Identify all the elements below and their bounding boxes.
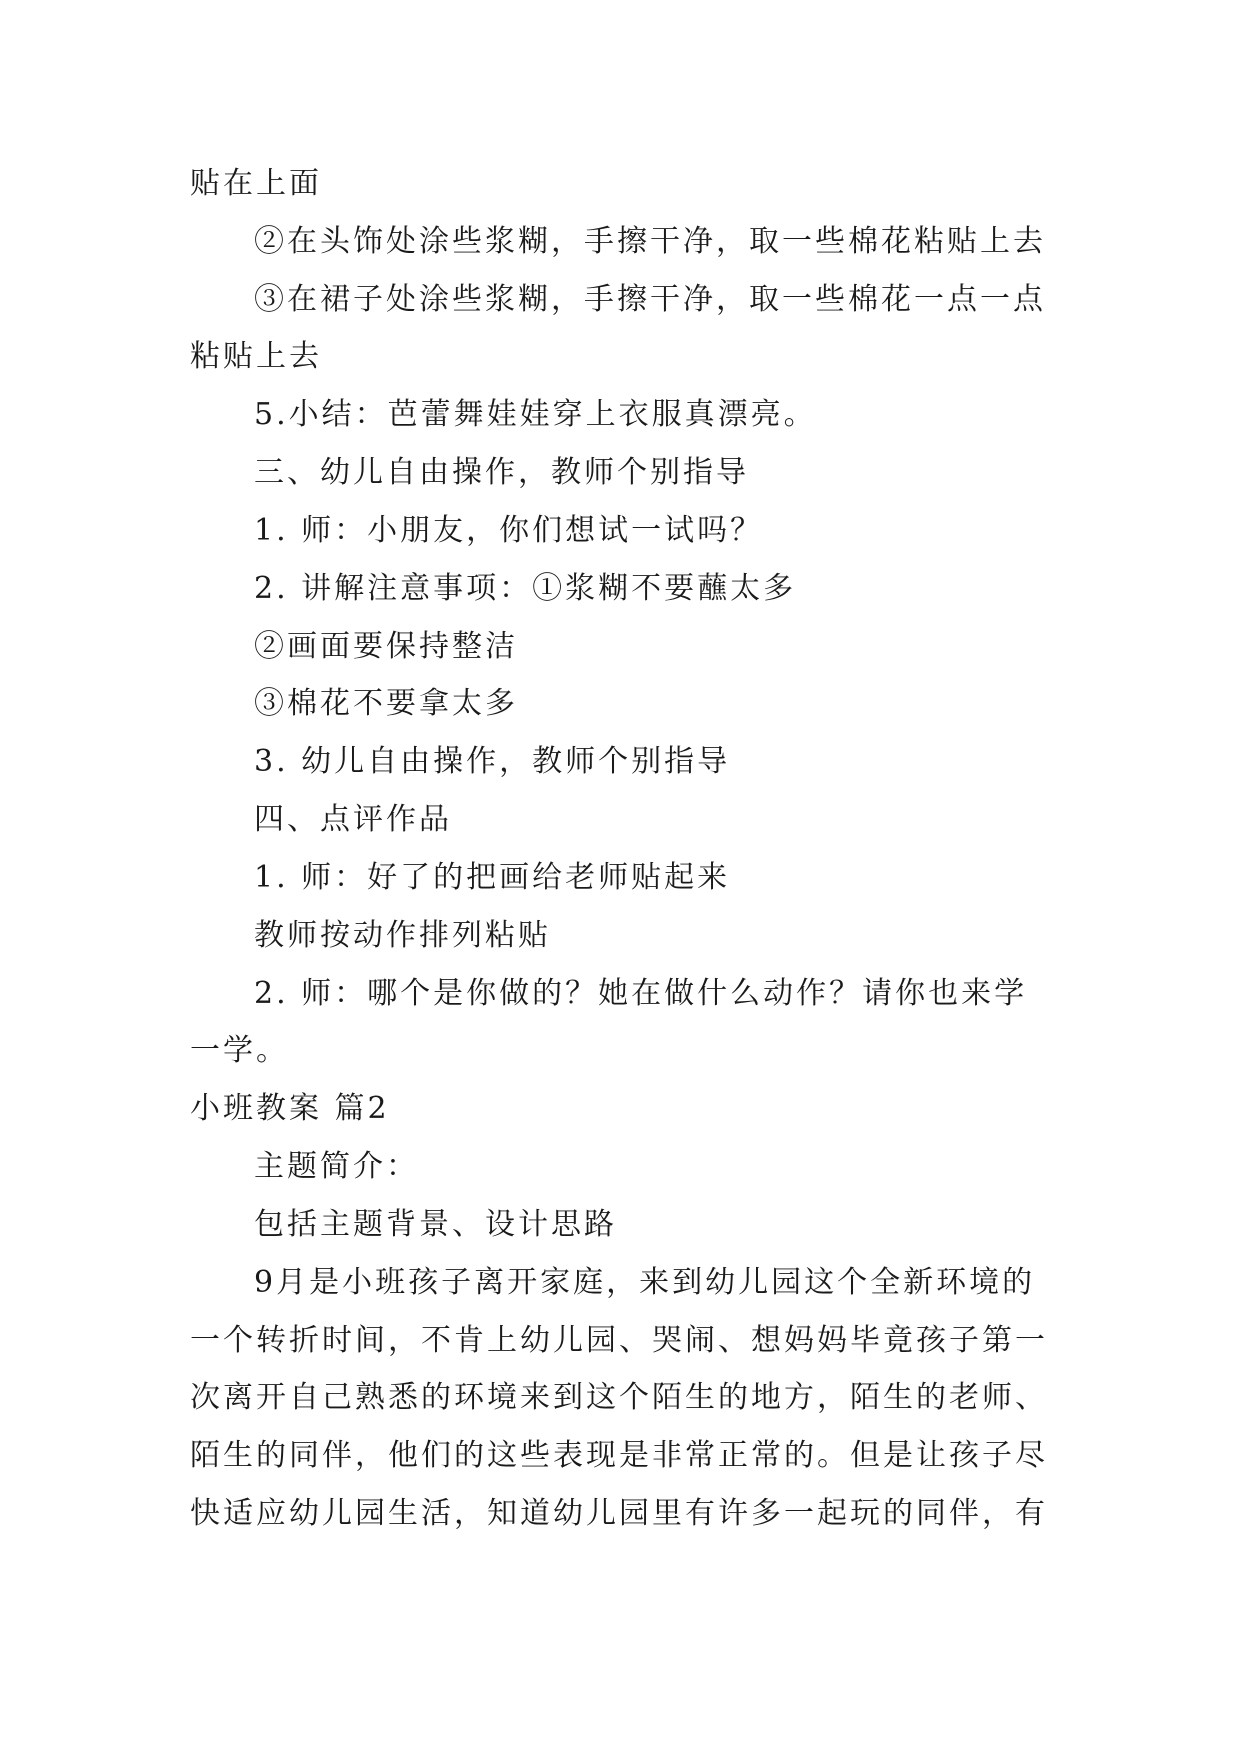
text-line: 1. 师：好了的把画给老师贴起来 [254,860,731,895]
article-title: 小班教案 篇2 [190,1091,390,1126]
text-line: 主题简介： [254,1149,419,1184]
text-line: 9月是小班孩子离开家庭，来到幼儿园这个全新环境的 [254,1265,1036,1300]
text-line: ②在头饰处涂些浆糊，手擦干净，取一些棉花粘贴上去 [254,224,1046,259]
text-line: 包括主题背景、设计思路 [254,1207,617,1242]
section-heading: 四、点评作品 [254,802,452,837]
section-heading: 三、幼儿自由操作，教师个别指导 [254,455,749,490]
text-line: ②画面要保持整洁 [254,629,518,664]
text-line: 教师按动作排列粘贴 [254,918,551,953]
text-line: 2. 讲解注意事项：①浆糊不要蘸太多 [254,571,797,606]
text-line: 快适应幼儿园生活，知道幼儿园里有许多一起玩的同伴，有 [190,1496,1048,1531]
text-line: 粘贴上去 [190,339,322,374]
text-line: 陌生的同伴，他们的这些表现是非常正常的。但是让孩子尽 [190,1438,1048,1473]
text-line: 1. 师：小朋友，你们想试一试吗？ [254,513,764,548]
text-line: 一个转折时间，不肯上幼儿园、哭闹、想妈妈毕竟孩子第一 [190,1323,1048,1358]
text-line: 5.小结：芭蕾舞娃娃穿上衣服真漂亮。 [254,397,817,432]
text-line: ③在裙子处涂些浆糊，手擦干净，取一些棉花一点一点 [254,282,1046,317]
text-line: 2. 师：哪个是你做的？她在做什么动作？请你也来学 [254,976,1028,1011]
text-line: 一学。 [190,1033,289,1068]
text-line: 次离开自己熟悉的环境来到这个陌生的地方，陌生的老师、 [190,1380,1048,1415]
text-line: 贴在上面 [190,166,322,201]
text-line: ③棉花不要拿太多 [254,686,518,721]
text-line: 3. 幼儿自由操作，教师个别指导 [254,744,731,779]
